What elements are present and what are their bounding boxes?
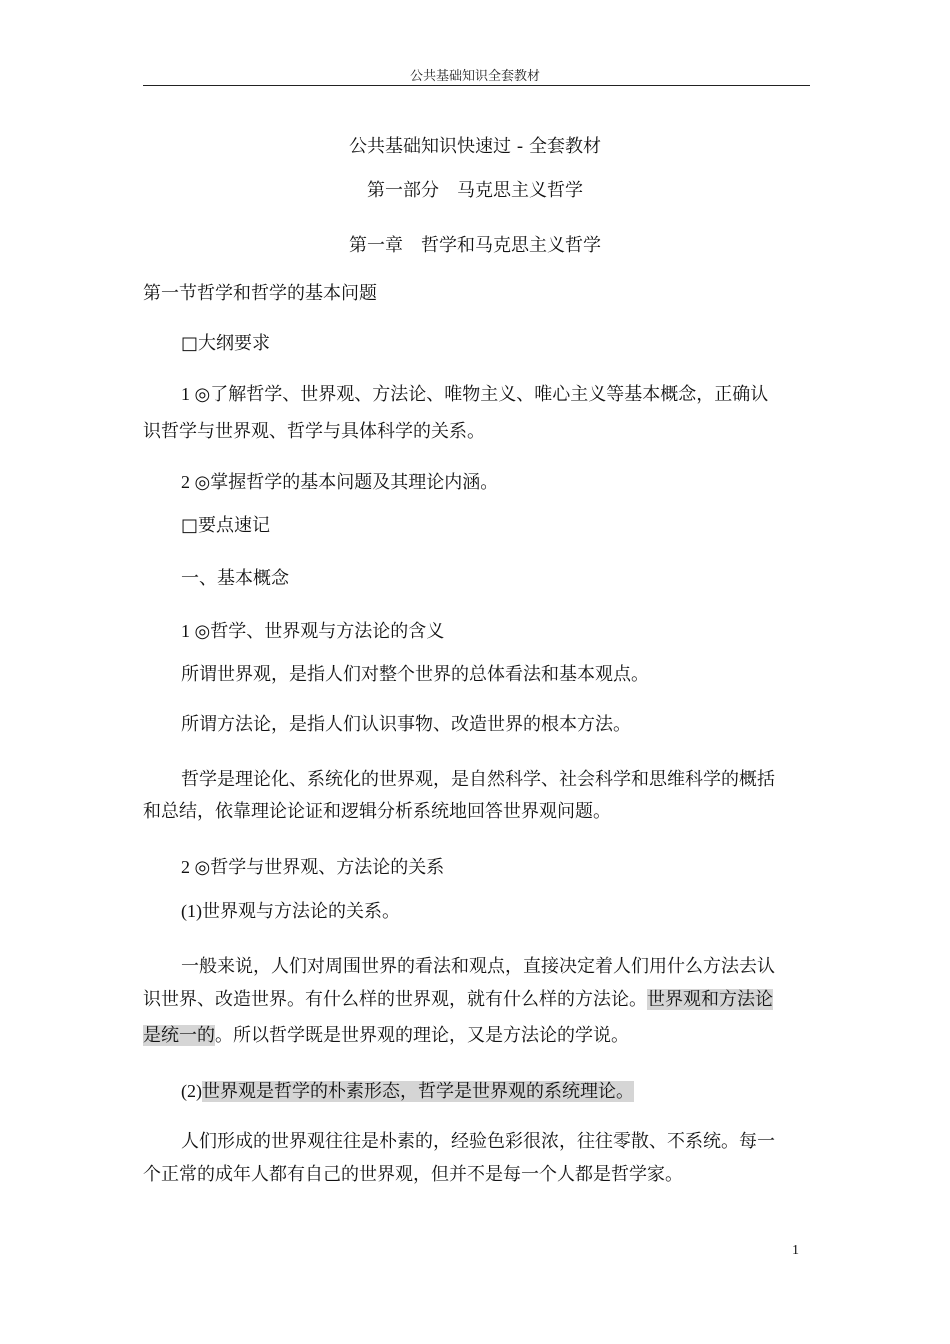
- philosophy-definition-line1: 哲学是理论化、系统化的世界观，是自然科学、社会科学和思维科学的概括: [181, 769, 775, 790]
- outline-item-1-continuation: 识哲学与世界观、哲学与具体科学的关系。: [143, 421, 485, 442]
- item-1-number: 1 ◎: [181, 621, 211, 641]
- outline-item-1-number: 1 ◎: [181, 384, 211, 404]
- highlighted-text: 世界观是哲学的朴素形态，哲学是世界观的系统理论。: [202, 1081, 634, 1102]
- item-2-heading: [181, 854, 444, 881]
- philosophy-definition-line2: 和总结，依靠理论论证和逻辑分析系统地回答世界观问题。: [143, 801, 611, 822]
- item-1-text: 哲学、世界观与方法论的含义: [210, 621, 445, 642]
- outline-item-1: [181, 381, 768, 408]
- highlighted-text: 是统一的: [143, 1025, 215, 1046]
- sub-item-1-heading: [181, 898, 400, 925]
- sub-item-1-text: 世界观与方法论的关系。: [202, 901, 400, 922]
- sub-item-1-number: (1): [181, 901, 202, 921]
- running-header: 公共基础知识全套教材: [409, 69, 540, 84]
- header-divider: [143, 85, 810, 86]
- relation-paragraph-line3: [143, 1023, 629, 1049]
- item-1-heading: [181, 618, 444, 645]
- item-2-number: 2 ◎: [181, 857, 211, 877]
- naive-paragraph-line1: 人们形成的世界观往往是朴素的，经验色彩很浓，往往零散、不系统。每一: [181, 1131, 775, 1152]
- outline-item-2-text: 掌握哲学的基本问题及其理论内涵。: [210, 472, 499, 493]
- page-number: 1: [792, 1243, 799, 1258]
- sub-item-2-number: (2): [181, 1081, 202, 1101]
- document-title: 公共基础知识快速过 - 全套教材: [349, 136, 601, 157]
- relation-paragraph-line1: 一般来说，人们对周围世界的看法和观点，直接决定着人们用什么方法去认: [181, 956, 775, 977]
- sub-item-2-heading: [181, 1078, 634, 1105]
- outline-item-1-text: 了解哲学、世界观、方法论、唯物主义、唯心主义等基本概念，正确认: [210, 384, 769, 405]
- relation-paragraph-line2: [143, 987, 773, 1013]
- item-2-text: 哲学与世界观、方法论的关系: [210, 857, 445, 878]
- methodology-definition: 所谓方法论，是指人们认识事物、改造世界的根本方法。: [181, 714, 631, 735]
- relation-text: 。所以哲学既是世界观的理论，又是方法论的学说。: [215, 1025, 629, 1046]
- points-heading: □要点速记: [181, 515, 271, 536]
- naive-paragraph-line2: 个正常的成年人都有自己的世界观，但并不是每一个人都是哲学家。: [143, 1164, 683, 1185]
- outline-heading: □大纲要求: [181, 333, 271, 354]
- outline-item-2-number: 2 ◎: [181, 472, 211, 492]
- relation-text: 识世界、改造世界。有什么样的世界观，就有什么样的方法论。: [143, 989, 647, 1010]
- section-title: 第一节哲学和哲学的基本问题: [143, 283, 377, 304]
- chapter-title: 第一章 哲学和马克思主义哲学: [349, 235, 601, 256]
- part-title: 第一部分 马克思主义哲学: [367, 180, 583, 201]
- highlighted-text: 世界观和方法论: [647, 989, 773, 1010]
- subsection-heading: 一、基本概念: [181, 568, 289, 589]
- outline-item-2: [181, 469, 498, 496]
- worldview-definition: 所谓世界观，是指人们对整个世界的总体看法和基本观点。: [181, 664, 649, 685]
